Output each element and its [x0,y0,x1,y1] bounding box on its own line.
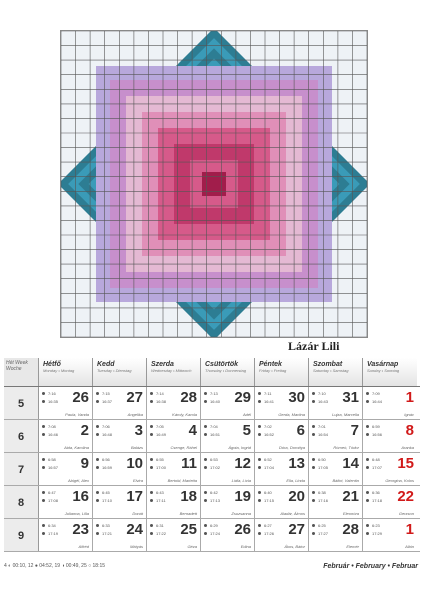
sunrise-icon [204,458,207,461]
day-cell [147,420,201,452]
sunset-icon [366,400,369,403]
sunset-time: 16:57 [48,465,59,470]
day-number: 12 [234,455,251,472]
day-cell [39,486,93,518]
sunrise-icon [258,491,261,494]
sunrise-icon [42,491,45,494]
calendar [4,358,420,552]
day-name: Szerda [151,361,174,368]
name-day: Bernadett [179,511,197,516]
sunset-time: 16:44 [372,399,383,404]
day-name: Vasárnap [367,361,399,368]
sunset-time: 17:26 [264,531,275,536]
day-number: 28 [342,521,359,538]
name-day: Károly, Karola [172,412,197,417]
sunset-time: 17:18 [372,498,383,503]
day-cell [309,387,363,419]
sunrise-time: 6:47 [48,490,56,495]
day-number: 23 [72,521,89,538]
sunset-time: 17:00 [156,465,167,470]
month-label: Február • February • Februar [323,563,418,570]
day-number: 24 [126,521,143,538]
sunrise-icon [312,524,315,527]
sunset-icon [312,400,315,403]
sunset-icon [204,433,207,436]
name-day: Adél [242,412,251,417]
sunset-time: 17:24 [210,531,221,536]
sunset-icon [366,499,369,502]
name-day: Paula, Vanda [65,412,89,417]
day-number: 29 [234,389,251,406]
sunrise-icon [150,425,153,428]
day-number: 13 [288,455,305,472]
sunrise-time: 7:06 [102,424,110,429]
sunrise-time: 6:40 [264,490,272,495]
sunset-time: 16:46 [48,432,59,437]
sunrise-time: 6:38 [318,490,326,495]
sunrise-time: 6:36 [372,490,380,495]
day-cell [255,387,309,419]
day-number: 15 [397,455,414,472]
name-day: Ella, Linda [286,478,305,483]
day-header-friday [255,358,309,386]
sunset-time: 17:07 [372,465,383,470]
sunrise-icon [96,524,99,527]
sunrise-time: 6:52 [264,457,272,462]
sunrise-time: 6:48 [372,457,380,462]
sunset-time: 16:38 [156,399,167,404]
name-day: Angelika [127,412,143,417]
day-number: 14 [342,455,359,472]
day-number: 9 [80,455,89,472]
day-name: Péntek [259,361,282,368]
day-cell [93,519,147,551]
name-day: Lídia, Lívia [231,478,251,483]
day-cell [363,387,417,419]
day-number: 11 [181,455,197,472]
sunset-icon [204,466,207,469]
sunset-icon [42,400,45,403]
day-number: 26 [72,389,89,406]
name-day: Bálint, Valentin [332,478,359,483]
sunrise-time: 6:59 [372,424,380,429]
sunset-icon [96,532,99,535]
day-name-translation: Thursday • Donnerstag [205,368,246,373]
name-day: Elvira [132,478,143,483]
day-number: 27 [126,389,143,406]
sunrise-icon [204,491,207,494]
sunrise-time: 7:14 [156,391,164,396]
day-cell [201,420,255,452]
day-number: 19 [234,488,251,505]
day-cell [201,486,255,518]
sunset-icon [150,466,153,469]
day-cell [309,453,363,485]
name-day: Eleonóra [342,511,359,516]
name-day: Mátyás [130,544,143,549]
day-cell [147,387,201,419]
day-number: 22 [397,488,414,505]
name-day: Zsuzsanna [231,511,251,516]
sunset-icon [312,532,315,535]
week-number: 6 [4,420,39,452]
day-cell [39,519,93,551]
sunset-time: 17:29 [372,531,383,536]
sunrise-time: 7:10 [318,391,326,396]
sunrise-icon [312,491,315,494]
sunrise-time: 7:05 [156,424,164,429]
day-number: 6 [296,422,305,439]
day-number: 16 [72,488,89,505]
sunrise-icon [366,524,369,527]
sunrise-icon [96,458,99,461]
week-header: Hét Week Woche [4,358,39,386]
sunrise-time: 7:02 [264,424,272,429]
sunset-icon [42,499,45,502]
day-name: Szombat [313,361,343,368]
sunrise-icon [258,524,261,527]
sunset-icon [258,499,261,502]
sunrise-icon [150,458,153,461]
name-day: Georgina, Kolos [385,478,414,483]
sunset-icon [150,433,153,436]
name-day: Edina [240,544,251,549]
day-name: Hétfő [43,361,61,368]
day-name-translation: Wednesday • Mittwoch [151,368,192,373]
name-day: Ignác [404,412,414,417]
sunset-icon [96,499,99,502]
sunrise-icon [312,392,315,395]
day-cell [363,453,417,485]
sunset-icon [96,400,99,403]
sunset-time: 16:59 [102,465,113,470]
sunset-icon [150,532,153,535]
sunset-icon [204,532,207,535]
calendar-weeks [4,387,420,552]
day-number: 31 [342,389,359,406]
day-name: Csütörtök [205,361,239,368]
sunset-time: 16:41 [264,399,275,404]
name-day: Bertold, Marietta [167,478,197,483]
sunset-icon [312,433,315,436]
day-cell [93,453,147,485]
sunrise-icon [150,524,153,527]
week-number: 5 [4,387,39,419]
day-number: 2 [80,422,89,439]
day-number: 20 [288,488,305,505]
week-number: 9 [4,519,39,551]
sunset-icon [366,532,369,535]
sunset-icon [312,499,315,502]
day-cell [255,453,309,485]
day-header-sunday [363,358,417,386]
sunrise-icon [366,458,369,461]
day-cell [363,519,417,551]
sunset-icon [204,400,207,403]
day-cell [309,519,363,551]
sunrise-time: 7:09 [372,391,380,396]
sunrise-icon [150,491,153,494]
day-number: 25 [180,521,197,538]
day-name-translation: Sunday • Sonntag [367,368,400,373]
day-cell [147,453,201,485]
day-cell [147,486,201,518]
sunset-time: 17:21 [102,531,113,536]
day-number: 8 [405,422,414,439]
week-row [4,453,420,486]
sunset-time: 17:05 [318,465,329,470]
day-number: 7 [350,422,359,439]
day-cell [309,420,363,452]
sunrise-time: 6:31 [156,523,164,528]
square-ring [202,172,226,196]
day-number: 21 [342,488,359,505]
day-number: 28 [180,389,197,406]
name-day: Lujza, Marcella [332,412,359,417]
sunrise-icon [204,425,207,428]
name-day: Csenge, Ráhel [170,445,197,450]
sunrise-time: 7:11 [264,391,272,396]
sunset-time: 17:04 [264,465,275,470]
sunrise-time: 6:55 [156,457,164,462]
sunset-icon [96,466,99,469]
sunset-time: 16:56 [372,432,383,437]
day-header-thursday [201,358,255,386]
day-number: 27 [288,521,305,538]
sunrise-icon [204,524,207,527]
sunset-time: 16:51 [210,432,221,437]
moon-phases: 4 ◐ 00:10, 12 ● 04:52, 19 ◑ 00:49, 25 ○ 18:15 [4,563,106,569]
name-day: Donát [132,511,143,516]
sunset-time: 16:49 [156,432,167,437]
name-day: Géza [187,544,197,549]
sunset-time: 16:54 [318,432,329,437]
day-header-wednesday [147,358,201,386]
sunrise-icon [366,425,369,428]
sunset-icon [204,499,207,502]
sunrise-icon [42,392,45,395]
sunrise-time: 6:53 [210,457,218,462]
name-day: Aida, Karolina [64,445,89,450]
name-day: Elemér [346,544,359,549]
day-cell [255,486,309,518]
sunset-icon [150,499,153,502]
artwork [60,30,368,338]
calendar-header [4,358,420,387]
day-cell [255,420,309,452]
week-row [4,420,420,453]
sunrise-icon [366,392,369,395]
day-cell [201,453,255,485]
sunset-time: 16:40 [210,399,221,404]
day-cell [39,387,93,419]
name-day: Aladár, Álmos [280,511,305,516]
day-name-translation: Friday • Freitag [259,368,287,373]
name-day: Ágota, Ingrid [228,445,251,450]
sunset-icon [150,400,153,403]
sunrise-time: 6:56 [102,457,110,462]
sunrise-time: 7:13 [210,391,218,396]
name-day: Julianna, Lilla [64,511,89,516]
sunset-icon [258,400,261,403]
sunrise-time: 6:43 [156,490,164,495]
sunset-icon [96,433,99,436]
name-day: Alfréd [78,544,89,549]
day-cell [201,387,255,419]
sunrise-time: 6:58 [48,457,56,462]
sunset-icon [258,433,261,436]
sunrise-icon [258,458,261,461]
day-cell [363,420,417,452]
sunset-time: 16:35 [48,399,59,404]
geometric-drawing [61,31,367,337]
sunset-time: 17:16 [318,498,329,503]
sunrise-icon [96,425,99,428]
day-cell [93,420,147,452]
sunset-time: 17:15 [264,498,275,503]
name-day: Gerda, Martina [278,412,305,417]
sunset-time: 16:37 [102,399,113,404]
sunset-time: 17:13 [210,498,221,503]
day-number: 5 [242,422,251,439]
day-number: 10 [126,455,143,472]
week-row [4,387,420,420]
week-row [4,486,420,519]
day-number: 18 [180,488,197,505]
name-day: Ákos, Bátor [284,544,305,549]
sunrise-time: 7:08 [48,424,56,429]
artist-name: Lázár Lili [288,339,340,353]
sunrise-time: 7:04 [210,424,218,429]
sunrise-time: 6:25 [318,523,326,528]
day-name: Kedd [97,361,115,368]
sunrise-icon [312,458,315,461]
sunset-time: 16:43 [318,399,329,404]
sunrise-icon [204,392,207,395]
sunrise-icon [258,425,261,428]
sunset-icon [42,433,45,436]
sunrise-time: 6:42 [210,490,218,495]
name-day: Balázs [130,445,143,450]
day-cell [147,519,201,551]
day-number: 30 [288,389,305,406]
sunset-time: 17:10 [102,498,113,503]
sunset-time: 16:48 [102,432,113,437]
sunrise-icon [96,392,99,395]
sunset-time: 17:11 [156,498,166,503]
day-cell [201,519,255,551]
day-cell [255,519,309,551]
day-number: 4 [188,422,197,439]
sunrise-time: 6:27 [264,523,272,528]
sunrise-icon [42,524,45,527]
day-number: 1 [405,389,414,406]
sunset-icon [42,466,45,469]
sunset-time: 17:08 [48,498,59,503]
sunrise-icon [366,491,369,494]
week-number: 7 [4,453,39,485]
day-cell [93,486,147,518]
sunrise-time: 6:50 [318,457,326,462]
name-day: Gerzson [398,511,414,516]
sunrise-time: 7:16 [48,391,56,396]
day-name-translation: Monday • Montag [43,368,75,373]
sunrise-time: 6:45 [102,490,110,495]
sunrise-icon [258,392,261,395]
day-cell [309,486,363,518]
name-day: Abigél, Alex [68,478,89,483]
name-day: Aranka [401,445,414,450]
sunrise-time: 6:29 [210,523,218,528]
day-name-translation: Saturday • Samstag [313,368,349,373]
day-number: 17 [126,488,143,505]
name-day: Dóra, Dorottya [278,445,305,450]
day-cell [93,387,147,419]
day-number: 1 [405,521,414,538]
sunset-icon [42,532,45,535]
name-day: Albin [405,544,414,549]
day-header-monday [39,358,93,386]
name-day: Rómeó, Tódor [333,445,359,450]
day-name-translation: Tuesday • Dienstag [97,368,132,373]
day-header-saturday [309,358,363,386]
sunrise-time: 6:34 [48,523,56,528]
sunset-icon [312,466,315,469]
day-cell [363,486,417,518]
day-header-tuesday [93,358,147,386]
week-number: 8 [4,486,39,518]
day-number: 3 [134,422,143,439]
day-number: 26 [234,521,251,538]
sunrise-icon [42,458,45,461]
sunset-time: 16:52 [264,432,275,437]
sunset-time: 17:27 [318,531,329,536]
sunset-icon [366,433,369,436]
sunrise-icon [96,491,99,494]
sunrise-time: 7:15 [102,391,110,396]
sunset-time: 17:19 [48,531,59,536]
sunset-time: 17:02 [210,465,221,470]
sunset-icon [366,466,369,469]
day-cell [39,420,93,452]
day-cell [39,453,93,485]
sunset-icon [258,532,261,535]
sunrise-icon [42,425,45,428]
sunrise-icon [150,392,153,395]
sunrise-icon [312,425,315,428]
week-row [4,519,420,552]
sunset-time: 17:22 [156,531,167,536]
sunrise-time: 6:23 [372,523,380,528]
sunrise-time: 7:01 [318,424,326,429]
sunrise-time: 6:33 [102,523,110,528]
sunset-icon [258,466,261,469]
